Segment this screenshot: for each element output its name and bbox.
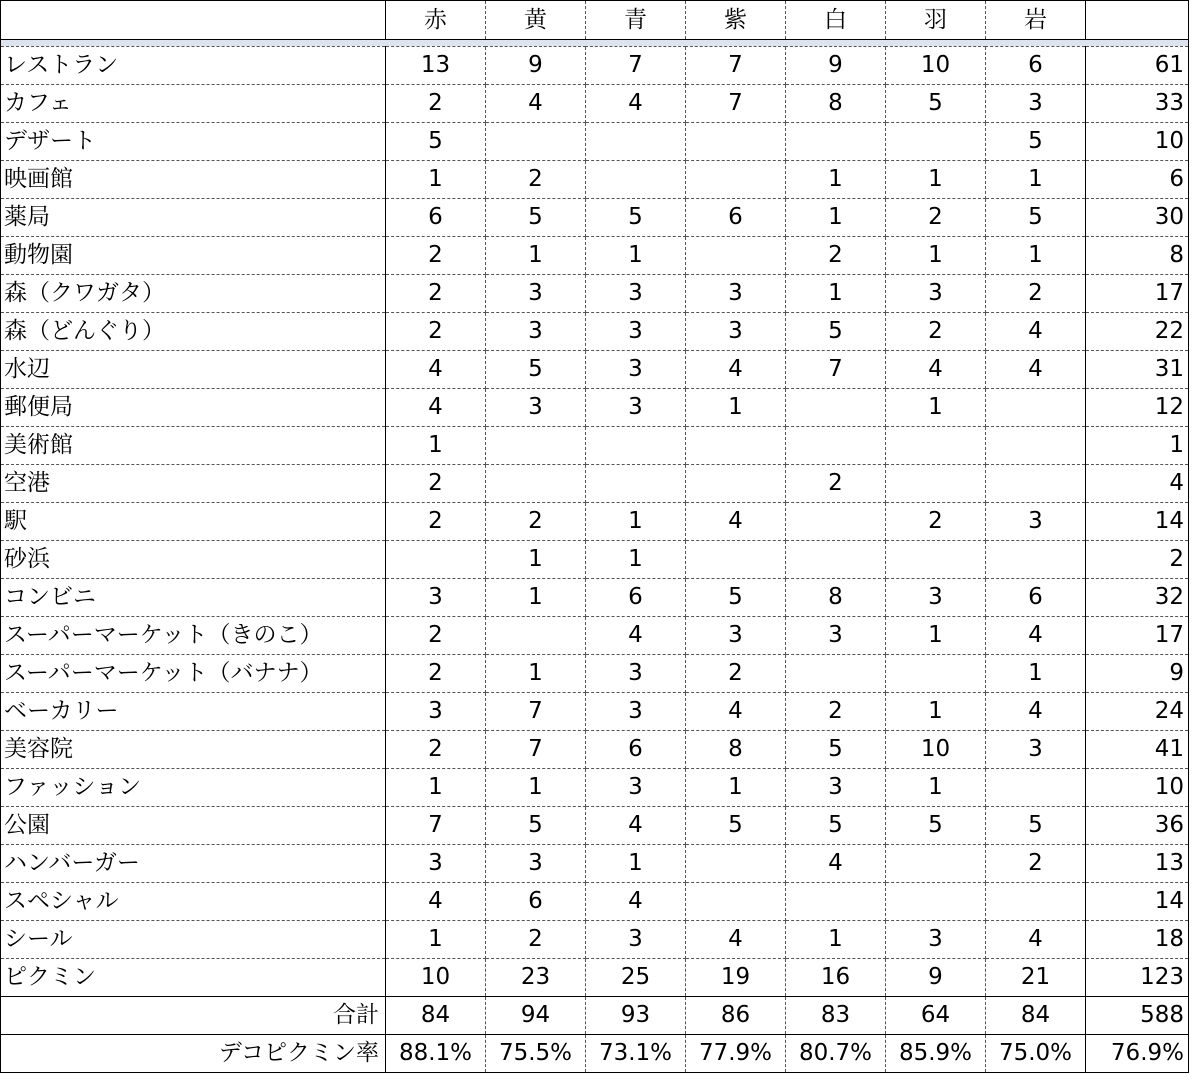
- table-row: [1, 731, 1189, 769]
- row-label-cell[interactable]: コンビニ: [1, 579, 386, 617]
- value-cell[interactable]: 1: [886, 769, 986, 807]
- header-row: [1, 1, 1189, 40]
- table-row: [1, 921, 1189, 959]
- sum-row: [1, 997, 1189, 1035]
- value-cell[interactable]: 5: [986, 199, 1086, 237]
- value-cell[interactable]: 8: [686, 731, 786, 769]
- value-cell[interactable]: 3: [386, 845, 486, 883]
- table-row: [1, 123, 1189, 161]
- value-cell[interactable]: [886, 845, 986, 883]
- row-total-cell[interactable]: 9: [1086, 655, 1189, 693]
- value-cell[interactable]: 7: [786, 351, 886, 389]
- value-cell[interactable]: 3: [986, 731, 1086, 769]
- value-cell[interactable]: 1: [986, 237, 1086, 275]
- row-label-cell[interactable]: ハンバーガー: [1, 845, 386, 883]
- row-total-cell[interactable]: 30: [1086, 199, 1189, 237]
- row-label-cell[interactable]: スーパーマーケット（バナナ）: [1, 655, 386, 693]
- value-cell[interactable]: 4: [786, 845, 886, 883]
- column-header-yellow[interactable]: 黄: [486, 1, 586, 40]
- row-label-cell[interactable]: 空港: [1, 465, 386, 503]
- value-cell[interactable]: 2: [386, 465, 486, 503]
- column-header-blue[interactable]: 青: [586, 1, 686, 40]
- rate-row-value-cell[interactable]: 73.1%: [586, 1035, 686, 1073]
- value-cell[interactable]: 2: [386, 85, 486, 123]
- value-cell[interactable]: 3: [486, 275, 586, 313]
- value-cell[interactable]: 1: [486, 769, 586, 807]
- value-cell[interactable]: [786, 503, 886, 541]
- rate-row-value-cell[interactable]: 80.7%: [786, 1035, 886, 1073]
- rate-row-total-cell[interactable]: 76.9%: [1086, 1035, 1189, 1073]
- table-row: [1, 465, 1189, 503]
- value-cell[interactable]: 4: [686, 693, 786, 731]
- table-row: [1, 47, 1189, 85]
- value-cell[interactable]: 1: [986, 655, 1086, 693]
- row-label-cell[interactable]: 美容院: [1, 731, 386, 769]
- value-cell[interactable]: [686, 465, 786, 503]
- value-cell[interactable]: 5: [686, 807, 786, 845]
- value-cell[interactable]: 13: [386, 47, 486, 85]
- value-cell[interactable]: 1: [886, 161, 986, 199]
- value-cell[interactable]: [686, 427, 786, 465]
- value-cell[interactable]: 1: [386, 769, 486, 807]
- value-cell[interactable]: [886, 883, 986, 921]
- value-cell[interactable]: 4: [586, 807, 686, 845]
- frozen-divider-cell: [1, 40, 1189, 47]
- table-row: [1, 959, 1189, 997]
- row-label-cell[interactable]: 動物園: [1, 237, 386, 275]
- value-cell[interactable]: 3: [486, 389, 586, 427]
- value-cell[interactable]: 2: [786, 237, 886, 275]
- value-cell[interactable]: 1: [386, 161, 486, 199]
- column-header-purple[interactable]: 紫: [686, 1, 786, 40]
- value-cell[interactable]: 19: [686, 959, 786, 997]
- value-cell[interactable]: 4: [586, 617, 686, 655]
- row-label-cell[interactable]: シール: [1, 921, 386, 959]
- value-cell[interactable]: 1: [486, 541, 586, 579]
- sum-row-value-cell[interactable]: 86: [686, 997, 786, 1035]
- value-cell[interactable]: 6: [686, 199, 786, 237]
- rate-row-label[interactable]: デコピクミン率: [1, 1035, 386, 1073]
- table-row: [1, 541, 1189, 579]
- value-cell[interactable]: [686, 123, 786, 161]
- value-cell[interactable]: 4: [686, 921, 786, 959]
- row-total-cell[interactable]: 6: [1086, 161, 1189, 199]
- table-row: [1, 769, 1189, 807]
- row-label-cell[interactable]: レストラン: [1, 47, 386, 85]
- value-cell[interactable]: 10: [886, 731, 986, 769]
- value-cell[interactable]: 4: [986, 617, 1086, 655]
- value-cell[interactable]: 1: [886, 617, 986, 655]
- value-cell[interactable]: 5: [786, 731, 886, 769]
- value-cell[interactable]: 5: [486, 199, 586, 237]
- value-cell[interactable]: [786, 883, 886, 921]
- value-cell[interactable]: 2: [786, 693, 886, 731]
- value-cell[interactable]: 2: [486, 161, 586, 199]
- value-cell[interactable]: 5: [486, 807, 586, 845]
- value-cell[interactable]: 1: [686, 769, 786, 807]
- value-cell[interactable]: [886, 655, 986, 693]
- value-cell[interactable]: 2: [386, 275, 486, 313]
- value-cell[interactable]: 5: [786, 313, 886, 351]
- table-row: [1, 389, 1189, 427]
- table-row: [1, 275, 1189, 313]
- value-cell[interactable]: 3: [686, 617, 786, 655]
- column-header-white[interactable]: 白: [786, 1, 886, 40]
- table-row: [1, 579, 1189, 617]
- value-cell[interactable]: 4: [986, 313, 1086, 351]
- value-cell[interactable]: 3: [886, 275, 986, 313]
- value-cell[interactable]: [486, 465, 586, 503]
- value-cell[interactable]: 2: [986, 275, 1086, 313]
- row-total-cell[interactable]: 14: [1086, 503, 1189, 541]
- value-cell[interactable]: 1: [986, 161, 1086, 199]
- table-row: [1, 199, 1189, 237]
- value-cell[interactable]: 1: [786, 161, 886, 199]
- row-total-cell[interactable]: 10: [1086, 769, 1189, 807]
- row-total-cell[interactable]: 17: [1086, 275, 1189, 313]
- value-cell[interactable]: 3: [686, 313, 786, 351]
- value-cell[interactable]: 3: [886, 921, 986, 959]
- value-cell[interactable]: [386, 541, 486, 579]
- value-cell[interactable]: [786, 123, 886, 161]
- value-cell[interactable]: 25: [586, 959, 686, 997]
- value-cell[interactable]: 7: [386, 807, 486, 845]
- value-cell[interactable]: 2: [386, 313, 486, 351]
- rate-row-value-cell[interactable]: 88.1%: [386, 1035, 486, 1073]
- value-cell[interactable]: 4: [386, 351, 486, 389]
- row-total-cell[interactable]: 2: [1086, 541, 1189, 579]
- value-cell[interactable]: 3: [586, 275, 686, 313]
- value-cell[interactable]: 3: [986, 85, 1086, 123]
- value-cell[interactable]: 9: [786, 47, 886, 85]
- value-cell[interactable]: 5: [786, 807, 886, 845]
- table-row: [1, 807, 1189, 845]
- value-cell[interactable]: 4: [586, 883, 686, 921]
- table-row: [1, 161, 1189, 199]
- value-cell[interactable]: [986, 427, 1086, 465]
- value-cell[interactable]: [786, 655, 886, 693]
- row-label-cell[interactable]: 郵便局: [1, 389, 386, 427]
- value-cell[interactable]: 1: [586, 503, 686, 541]
- value-cell[interactable]: 7: [686, 85, 786, 123]
- row-label-cell[interactable]: 公園: [1, 807, 386, 845]
- value-cell[interactable]: 2: [986, 845, 1086, 883]
- value-cell[interactable]: 3: [386, 579, 486, 617]
- value-cell[interactable]: 4: [486, 85, 586, 123]
- value-cell[interactable]: 2: [386, 237, 486, 275]
- value-cell[interactable]: 3: [586, 655, 686, 693]
- value-cell[interactable]: [686, 161, 786, 199]
- value-cell[interactable]: 16: [786, 959, 886, 997]
- row-total-cell[interactable]: 14: [1086, 883, 1189, 921]
- value-cell[interactable]: 2: [686, 655, 786, 693]
- value-cell[interactable]: 1: [786, 921, 886, 959]
- value-cell[interactable]: 1: [886, 237, 986, 275]
- value-cell[interactable]: [986, 465, 1086, 503]
- value-cell[interactable]: 1: [886, 389, 986, 427]
- value-cell[interactable]: 10: [886, 47, 986, 85]
- sum-row-value-cell[interactable]: 84: [386, 997, 486, 1035]
- value-cell[interactable]: 3: [786, 617, 886, 655]
- value-cell[interactable]: 2: [386, 503, 486, 541]
- value-cell[interactable]: [486, 427, 586, 465]
- value-cell[interactable]: 10: [386, 959, 486, 997]
- value-cell[interactable]: 6: [986, 47, 1086, 85]
- row-total-cell[interactable]: 123: [1086, 959, 1189, 997]
- value-cell[interactable]: 2: [486, 921, 586, 959]
- value-cell[interactable]: 3: [586, 693, 686, 731]
- value-cell[interactable]: [586, 161, 686, 199]
- value-cell[interactable]: 1: [386, 921, 486, 959]
- value-cell[interactable]: 5: [886, 807, 986, 845]
- rate-row-value-cell[interactable]: 75.5%: [486, 1035, 586, 1073]
- row-label-cell[interactable]: ベーカリー: [1, 693, 386, 731]
- row-total-cell[interactable]: 31: [1086, 351, 1189, 389]
- row-total-cell[interactable]: 24: [1086, 693, 1189, 731]
- value-cell[interactable]: 3: [586, 769, 686, 807]
- value-cell[interactable]: 4: [386, 883, 486, 921]
- value-cell[interactable]: [786, 541, 886, 579]
- value-cell[interactable]: 7: [586, 47, 686, 85]
- value-cell[interactable]: 4: [986, 921, 1086, 959]
- value-cell[interactable]: 5: [686, 579, 786, 617]
- value-cell[interactable]: 1: [586, 237, 686, 275]
- value-cell[interactable]: 1: [886, 693, 986, 731]
- row-label-cell[interactable]: スーパーマーケット（きのこ）: [1, 617, 386, 655]
- row-label-cell[interactable]: 薬局: [1, 199, 386, 237]
- row-label-cell[interactable]: 森（どんぐり）: [1, 313, 386, 351]
- value-cell[interactable]: 6: [486, 883, 586, 921]
- row-label-cell[interactable]: 駅: [1, 503, 386, 541]
- table-row: [1, 427, 1189, 465]
- row-label-cell[interactable]: スペシャル: [1, 883, 386, 921]
- column-header-rock[interactable]: 岩: [986, 1, 1086, 40]
- value-cell[interactable]: 6: [586, 579, 686, 617]
- value-cell[interactable]: 1: [786, 199, 886, 237]
- value-cell[interactable]: [886, 541, 986, 579]
- row-total-cell[interactable]: 13: [1086, 845, 1189, 883]
- value-cell[interactable]: 6: [986, 579, 1086, 617]
- value-cell[interactable]: [886, 427, 986, 465]
- row-label-cell[interactable]: 映画館: [1, 161, 386, 199]
- value-cell[interactable]: 4: [986, 693, 1086, 731]
- table-row: [1, 313, 1189, 351]
- value-cell[interactable]: 4: [886, 351, 986, 389]
- value-cell[interactable]: 3: [586, 389, 686, 427]
- value-cell[interactable]: [986, 883, 1086, 921]
- value-cell[interactable]: [886, 123, 986, 161]
- value-cell[interactable]: 5: [586, 199, 686, 237]
- table-row: [1, 883, 1189, 921]
- rate-row-value-cell[interactable]: 75.0%: [986, 1035, 1086, 1073]
- value-cell[interactable]: [786, 427, 886, 465]
- value-cell[interactable]: 21: [986, 959, 1086, 997]
- value-cell[interactable]: 1: [486, 237, 586, 275]
- value-cell[interactable]: 5: [886, 85, 986, 123]
- value-cell[interactable]: [886, 465, 986, 503]
- value-cell[interactable]: 2: [486, 503, 586, 541]
- value-cell[interactable]: 5: [486, 351, 586, 389]
- value-cell[interactable]: 1: [686, 389, 786, 427]
- row-label-cell[interactable]: カフェ: [1, 85, 386, 123]
- value-cell[interactable]: 1: [586, 845, 686, 883]
- value-cell[interactable]: 8: [786, 579, 886, 617]
- value-cell[interactable]: 2: [786, 465, 886, 503]
- value-cell[interactable]: 2: [886, 199, 986, 237]
- row-total-cell[interactable]: 8: [1086, 237, 1189, 275]
- rate-row: [1, 1035, 1189, 1073]
- value-cell[interactable]: 5: [986, 807, 1086, 845]
- value-cell[interactable]: [986, 769, 1086, 807]
- row-total-cell[interactable]: 36: [1086, 807, 1189, 845]
- value-cell[interactable]: 3: [686, 275, 786, 313]
- value-cell[interactable]: [486, 617, 586, 655]
- value-cell[interactable]: 2: [886, 313, 986, 351]
- table-row: [1, 693, 1189, 731]
- value-cell[interactable]: 3: [386, 693, 486, 731]
- value-cell[interactable]: 3: [786, 769, 886, 807]
- value-cell[interactable]: [686, 541, 786, 579]
- value-cell[interactable]: [486, 123, 586, 161]
- column-header-red[interactable]: 赤: [386, 1, 486, 40]
- value-cell[interactable]: 23: [486, 959, 586, 997]
- sum-row-label[interactable]: 合計: [1, 997, 386, 1035]
- value-cell[interactable]: 7: [686, 47, 786, 85]
- value-cell[interactable]: [686, 237, 786, 275]
- row-total-cell[interactable]: 4: [1086, 465, 1189, 503]
- row-total-cell[interactable]: 61: [1086, 47, 1189, 85]
- sum-row-value-cell[interactable]: 64: [886, 997, 986, 1035]
- row-total-cell[interactable]: 32: [1086, 579, 1189, 617]
- sum-row-value-cell[interactable]: 83: [786, 997, 886, 1035]
- value-cell[interactable]: 1: [386, 427, 486, 465]
- value-cell[interactable]: 4: [986, 351, 1086, 389]
- row-total-cell[interactable]: 12: [1086, 389, 1189, 427]
- value-cell[interactable]: [686, 845, 786, 883]
- row-total-cell[interactable]: 18: [1086, 921, 1189, 959]
- row-label-cell[interactable]: デザート: [1, 123, 386, 161]
- table-row: [1, 845, 1189, 883]
- value-cell[interactable]: 9: [886, 959, 986, 997]
- value-cell[interactable]: [986, 389, 1086, 427]
- sum-row-value-cell[interactable]: 93: [586, 997, 686, 1035]
- row-label-cell[interactable]: ピクミン: [1, 959, 386, 997]
- row-total-cell[interactable]: 17: [1086, 617, 1189, 655]
- rate-row-value-cell[interactable]: 77.9%: [686, 1035, 786, 1073]
- corner-cell[interactable]: [1, 1, 386, 40]
- value-cell[interactable]: 3: [986, 503, 1086, 541]
- row-total-cell[interactable]: 41: [1086, 731, 1189, 769]
- value-cell[interactable]: 2: [386, 731, 486, 769]
- row-label-cell[interactable]: 砂浜: [1, 541, 386, 579]
- column-header-winged[interactable]: 羽: [886, 1, 986, 40]
- value-cell[interactable]: 1: [786, 275, 886, 313]
- value-cell[interactable]: 7: [486, 693, 586, 731]
- row-label-cell[interactable]: 森（クワガタ）: [1, 275, 386, 313]
- value-cell[interactable]: [686, 883, 786, 921]
- table-row: [1, 655, 1189, 693]
- table-row: [1, 351, 1189, 389]
- value-cell[interactable]: 3: [486, 313, 586, 351]
- value-cell[interactable]: 4: [386, 389, 486, 427]
- value-cell[interactable]: 8: [786, 85, 886, 123]
- value-cell[interactable]: 5: [386, 123, 486, 161]
- value-cell[interactable]: 4: [686, 503, 786, 541]
- row-total-cell[interactable]: 10: [1086, 123, 1189, 161]
- table-row: [1, 237, 1189, 275]
- value-cell[interactable]: 3: [586, 351, 686, 389]
- row-label-cell[interactable]: ファッション: [1, 769, 386, 807]
- sum-row-value-cell[interactable]: 84: [986, 997, 1086, 1035]
- value-cell[interactable]: 2: [886, 503, 986, 541]
- value-cell[interactable]: 2: [386, 655, 486, 693]
- value-cell[interactable]: 6: [586, 731, 686, 769]
- value-cell[interactable]: 3: [886, 579, 986, 617]
- value-cell[interactable]: 5: [986, 123, 1086, 161]
- value-cell[interactable]: 1: [486, 655, 586, 693]
- table-row: [1, 617, 1189, 655]
- row-label-cell[interactable]: 美術館: [1, 427, 386, 465]
- value-cell[interactable]: 9: [486, 47, 586, 85]
- column-header-total[interactable]: [1086, 1, 1189, 40]
- value-cell[interactable]: [586, 123, 686, 161]
- value-cell[interactable]: 1: [486, 579, 586, 617]
- sum-row-total-cell[interactable]: 588: [1086, 997, 1189, 1035]
- table-row: [1, 85, 1189, 123]
- rate-row-value-cell[interactable]: 85.9%: [886, 1035, 986, 1073]
- row-total-cell[interactable]: 1: [1086, 427, 1189, 465]
- value-cell[interactable]: 3: [486, 845, 586, 883]
- row-total-cell[interactable]: 22: [1086, 313, 1189, 351]
- row-total-cell[interactable]: 33: [1086, 85, 1189, 123]
- value-cell[interactable]: [986, 541, 1086, 579]
- value-cell[interactable]: 2: [386, 617, 486, 655]
- value-cell[interactable]: [786, 389, 886, 427]
- value-cell[interactable]: 1: [586, 541, 686, 579]
- frozen-row-divider: [1, 40, 1189, 47]
- value-cell[interactable]: 4: [686, 351, 786, 389]
- value-cell[interactable]: 3: [586, 921, 686, 959]
- value-cell[interactable]: [586, 465, 686, 503]
- row-label-cell[interactable]: 水辺: [1, 351, 386, 389]
- sum-row-value-cell[interactable]: 94: [486, 997, 586, 1035]
- value-cell[interactable]: 4: [586, 85, 686, 123]
- value-cell[interactable]: [586, 427, 686, 465]
- value-cell[interactable]: 6: [386, 199, 486, 237]
- value-cell[interactable]: 7: [486, 731, 586, 769]
- value-cell[interactable]: 3: [586, 313, 686, 351]
- table-row: [1, 503, 1189, 541]
